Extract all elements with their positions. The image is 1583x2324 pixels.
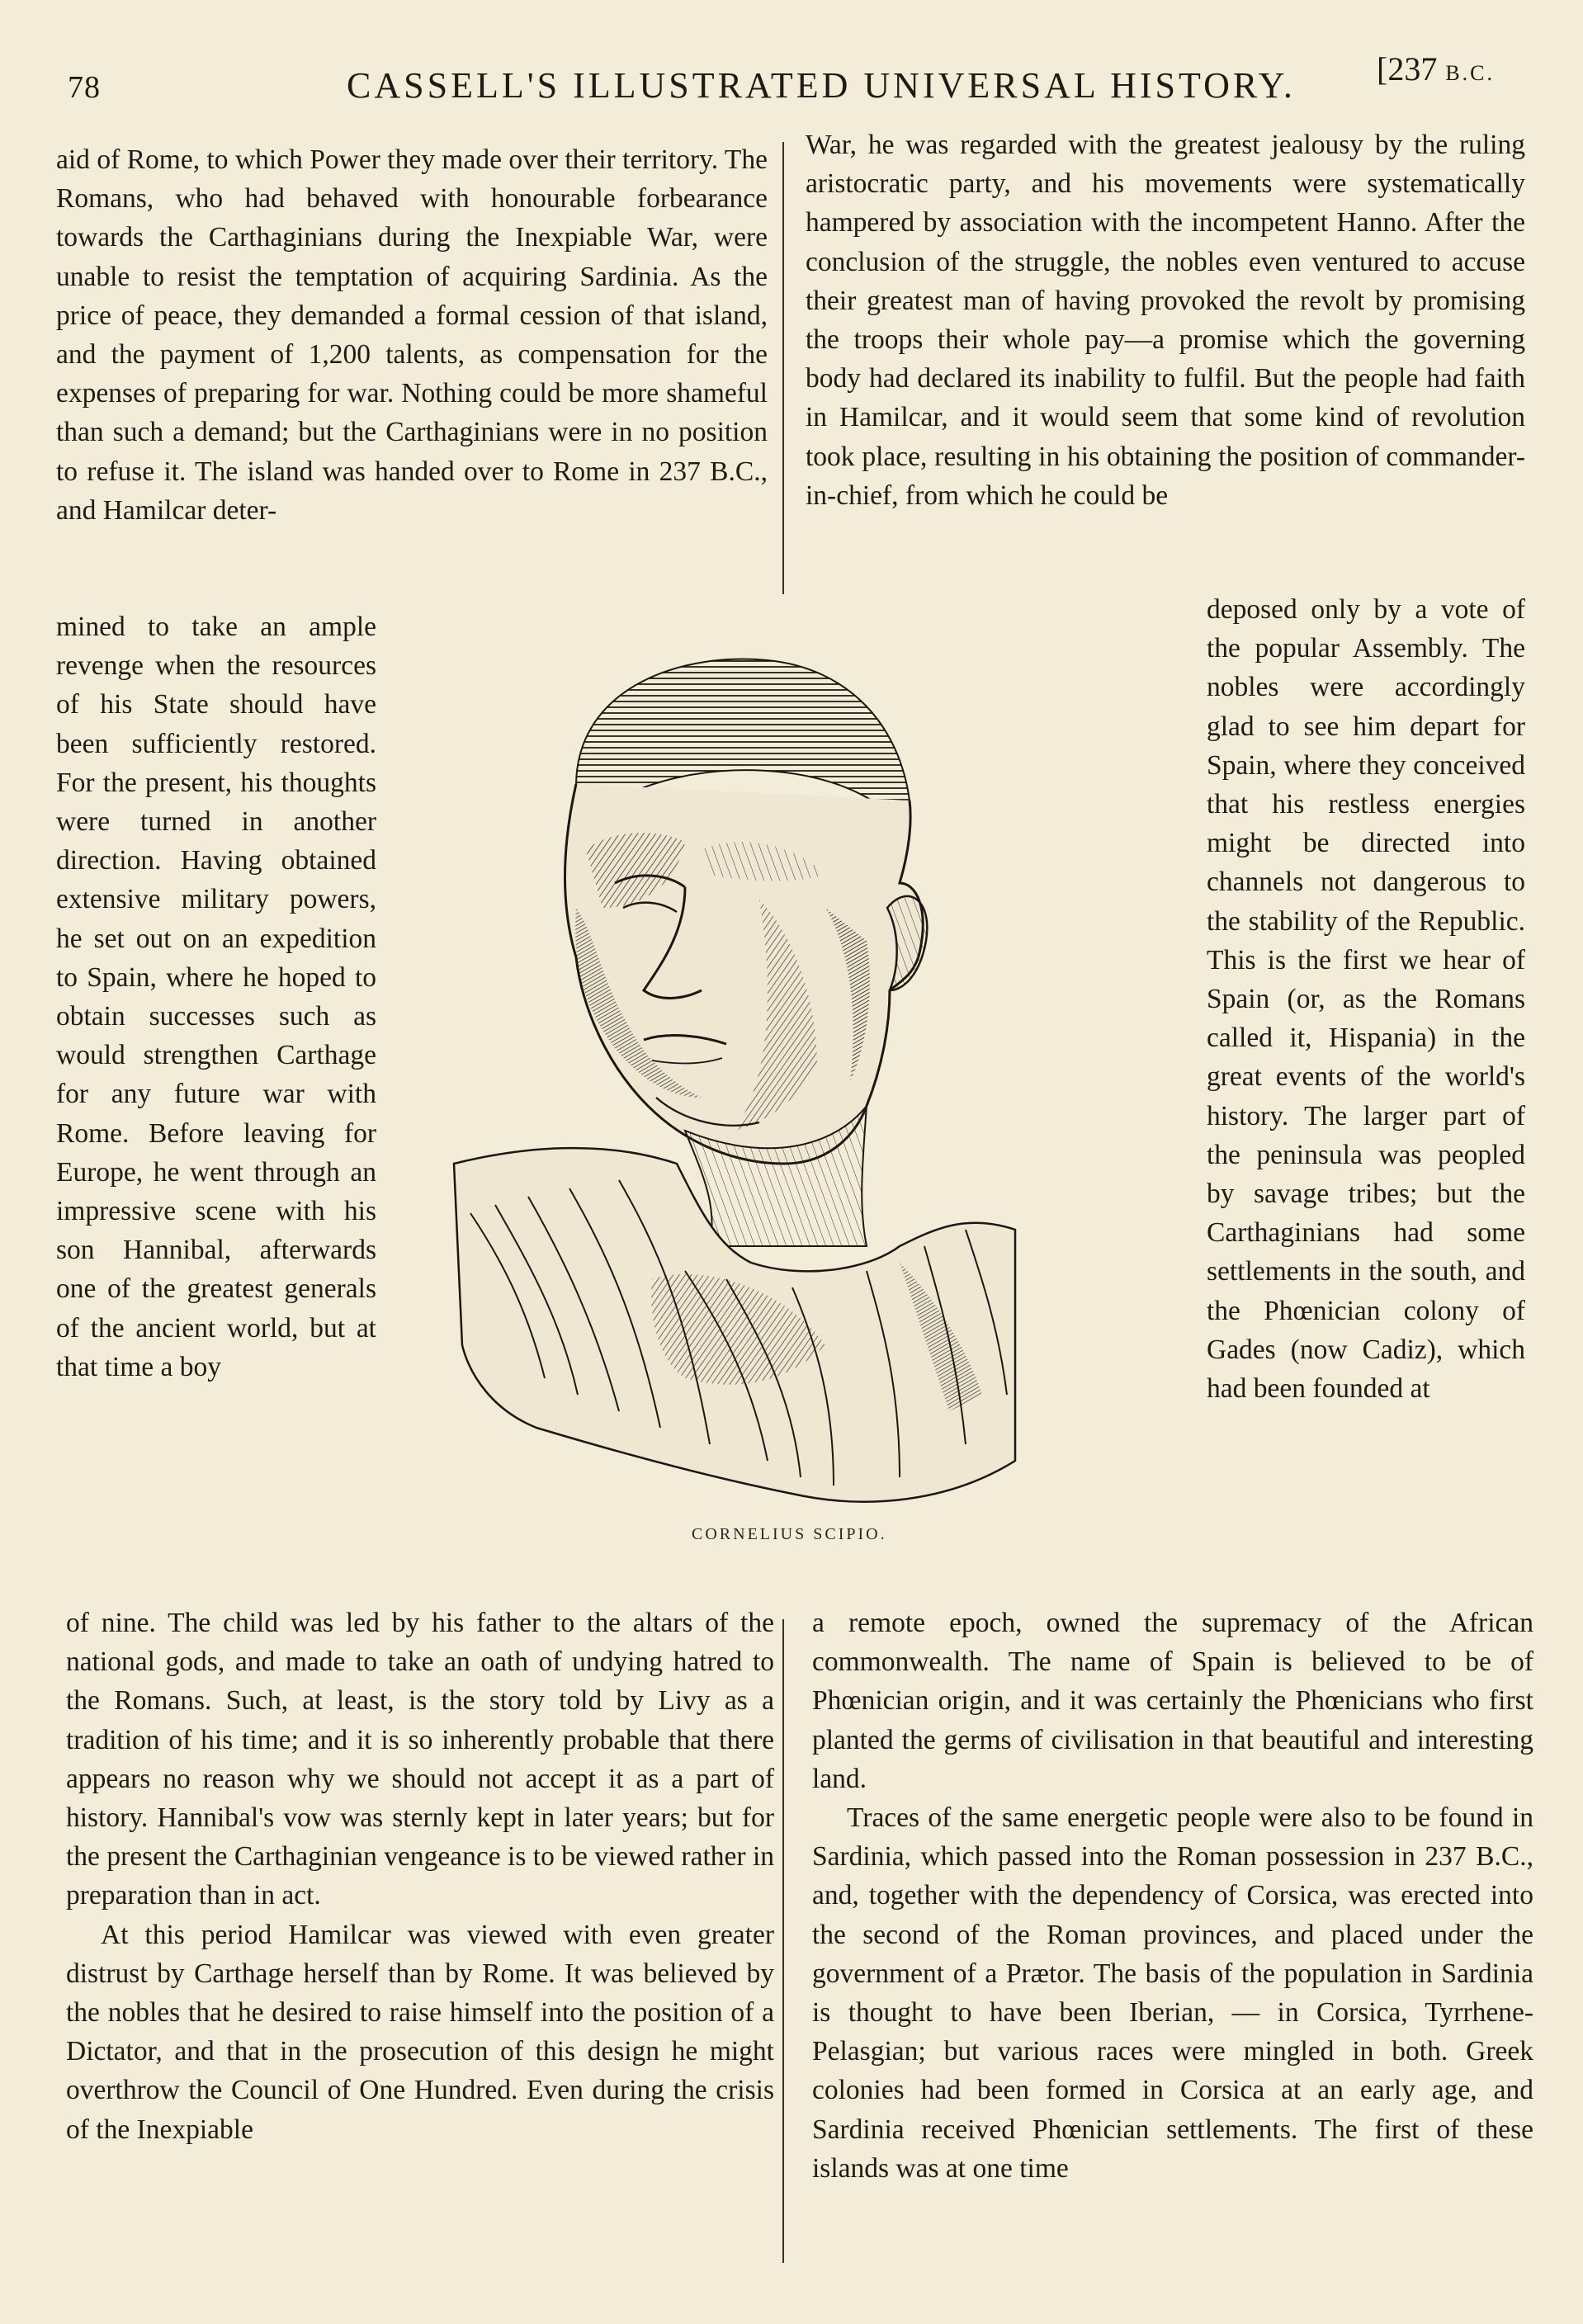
right-column-wrap: [1207, 590, 1525, 1408]
running-title: CASSELL'S ILLUSTRATED UNIVERSAL HISTORY.: [347, 65, 1296, 106]
page-header: [0, 51, 1583, 109]
left-paragraph-2: At this period Hamilcar was viewed with even greater distrust by Carthage herself than by Rome. It was believed by the nobles that he desired to raise himself into the position of a Dictator, and that in the prosecution of this design he might overthrow the Council of One Hundred. Even during the crisis of the Inexpiable: [66, 1919, 774, 2145]
left-paragraph-1-wrap: mined to take an ample revenge when the resources of his State should have been sufficiently restored. For the present, his thoughts were turned in another direction. Having obtained extensive military powers, he set out on an expedition to Spain, where he hoped to obtain successes such as would strengthen Carthage for any future war with Rome. Before leaving for Europe, he went through an impressive scene with his son Hannibal, afterwards one of the greatest generals of the ancient world, but at that time a boy: [56, 612, 376, 1382]
right-paragraph-1-top: War, he was regarded with the greatest jealousy by the ruling aristocratic party, and his movements were systematically hampered by association with the incompetent Hanno. After the conclusion of the struggle, the nobles even ventured to accuse their greatest man of having provoked the revolt by promising the troops their whole pay—a promise which the governing body had declared its inability to fulfil. But the people had faith in Hamilcar, and it would seem that some kind of revolution took place, resulting in his obtaining the position of commander-in-chief, from which he could be: [806, 130, 1525, 511]
left-column-top: [56, 140, 768, 530]
date-tag: [1377, 50, 1495, 88]
right-column-top: [806, 125, 1525, 515]
right-paragraph-2: Traces of the same energetic people were also to be found in Sardinia, which passed into the Roman possession in 237 B.C., and, together with the dependency of Corsica, was erected into the second of the Roman provinces, and placed under the government of a Prætor. The basis of the population in Sardinia is thought to have been Iberian, — in Corsica, Tyrrhene-Pelasgian; but various races were mingled in both. Greek colonies had been formed in Corsica at an early age, and Sardinia received Phœnician settlements. The first of these islands was at one time: [812, 1802, 1533, 2184]
column-rule-top: [782, 142, 784, 594]
right-column-bottom: [812, 1604, 1533, 2188]
figure-caption: CORNELIUS SCIPIO.: [692, 1525, 887, 1543]
left-column-bottom: [66, 1604, 774, 2149]
portrait-engraving: [437, 635, 1032, 1527]
right-paragraph-1-wrap: deposed only by a vote of the popular Assembly. The nobles were accordingly glad to see him depart for Spain, where they conceived that his restless energies might be directed into channels not dangerous to the stability of the Republic. This is the first we hear of Spain (or, as the Romans called it, Hispania) in the great events of the world's history. The larger part of the peninsula was peopled by savage tribes; but the Carthaginians had some settlements in the south, and the Phœnician colony of Gades (now Cadiz), which had been founded at: [1207, 594, 1525, 1405]
left-paragraph-1-top: aid of Rome, to which Power they made over their territory. The Romans, who had behaved with honourable forbearance towards the Carthaginians during the Inexpiable War, were unable to resist the temptation of acquiring Sardinia. As the price of peace, they demanded a formal cession of that island, and the payment of 1,200 talents, as compensation for the expenses of preparing for war. Nothing could be more shameful than such a demand; but the Carthaginians were in no position to refuse it. The island was handed over to Rome in 237 B.C., and Hamilcar deter-: [56, 144, 768, 526]
page-number: 78: [68, 70, 101, 105]
right-paragraph-1-bottom: a remote epoch, owned the supremacy of the African commonwealth. The name of Spain is believed to be of Phœnician origin, and it was certainly the Phœnicians who first planted the germs of civilisation in that beautiful and interesting land.: [812, 1608, 1533, 1794]
date-bracket: [237: [1377, 50, 1438, 87]
left-column-wrap: [56, 607, 376, 1386]
left-paragraph-1-bottom: of nine. The child was led by his father to the altars of the national gods, and made to take an oath of undying hatred to the Romans. Such, at least, is the story told by Livy as a tradition of his time; and it is so inherently probable that there appears no reason why we should not accept it as a part of history. Hannibal's vow was sternly kept in later years; but for the present the Carthaginian vengeance is to be viewed rather in preparation than in act.: [66, 1608, 774, 1911]
date-era: B.C.: [1445, 61, 1496, 85]
column-rule-bottom: [782, 1619, 784, 2263]
